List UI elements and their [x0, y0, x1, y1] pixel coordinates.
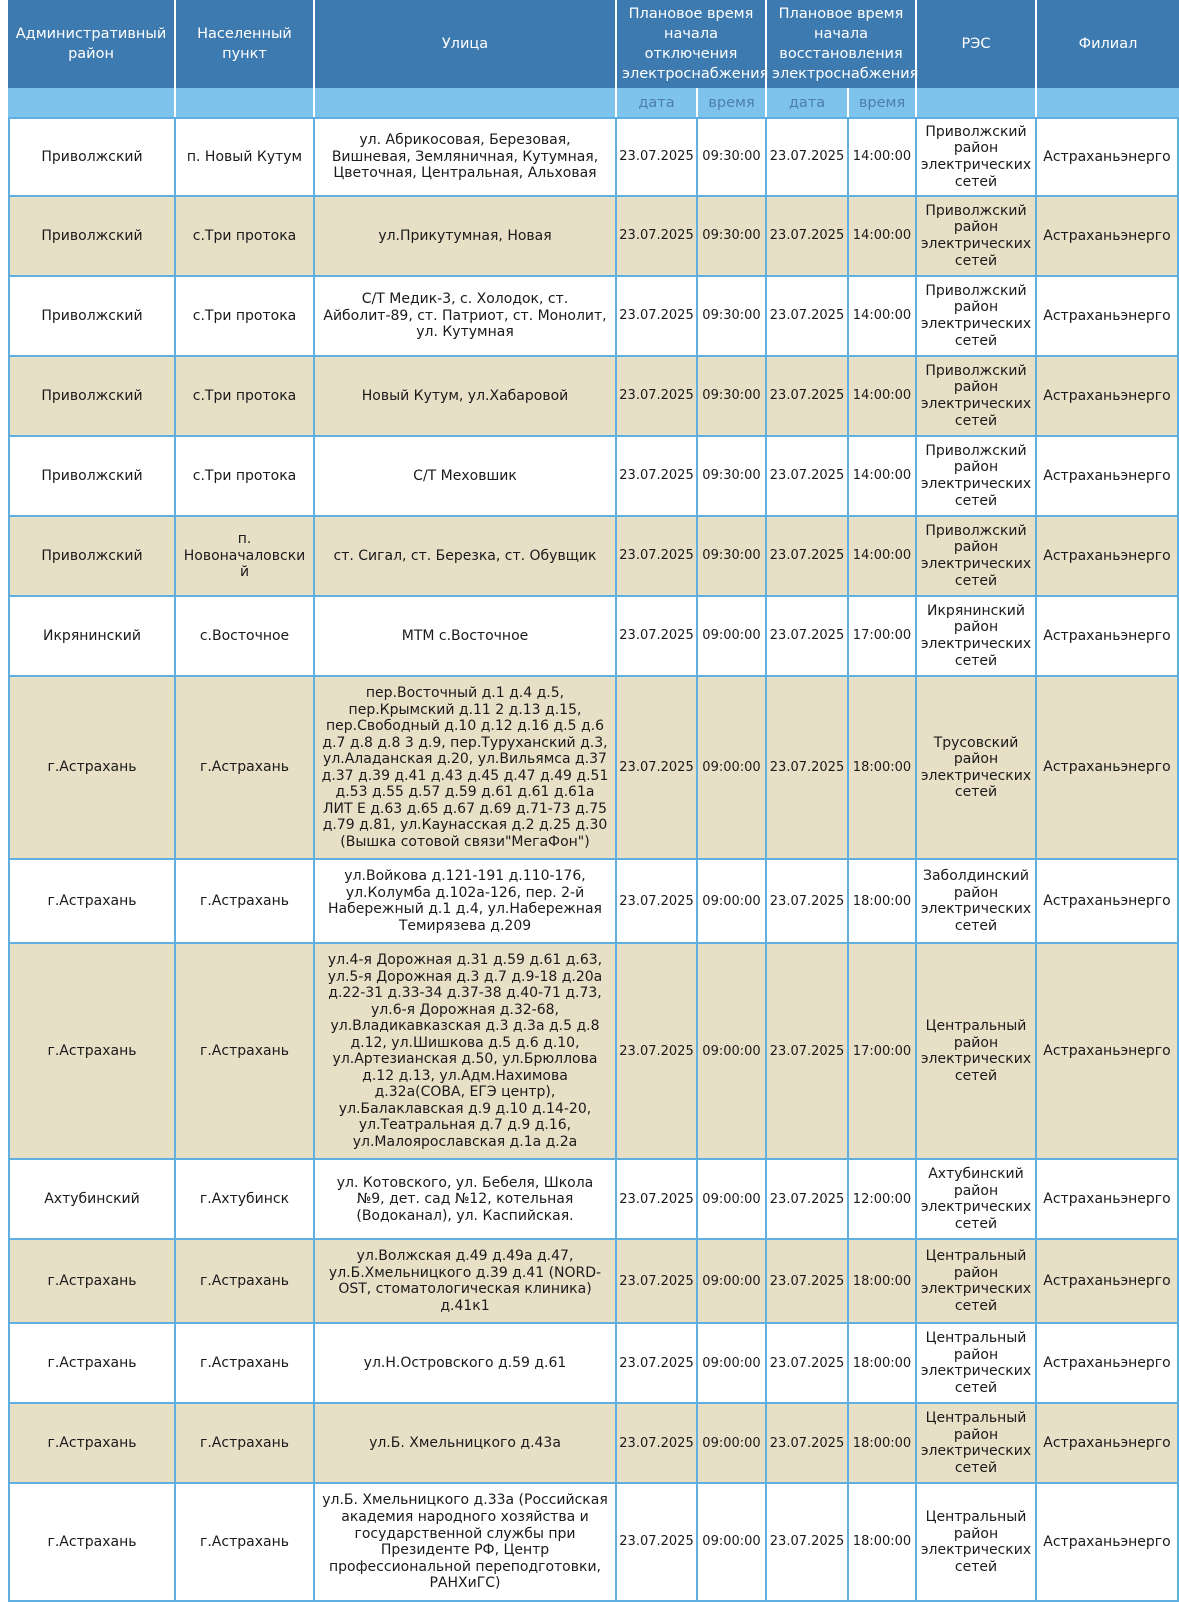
header-sub-empty	[315, 88, 617, 117]
table-row	[8, 1160, 1179, 1240]
table-row	[8, 117, 1179, 197]
cell-outage-date: 23.07.2025	[617, 1240, 698, 1324]
table-row	[8, 1404, 1179, 1484]
cell-outage-time: 09:30:00	[698, 517, 767, 597]
cell-outage-date: 23.07.2025	[617, 860, 698, 944]
cell-settlement: г.Астрахань	[176, 1404, 315, 1484]
cell-branch: Астраханьэнерго	[1037, 1404, 1179, 1484]
cell-outage-time: 09:00:00	[698, 1160, 767, 1240]
cell-district: Приволжский	[8, 517, 176, 597]
cell-restore-date: 23.07.2025	[767, 1240, 849, 1324]
cell-restore-time: 17:00:00	[849, 597, 917, 677]
cell-res: Трусовский район электрических сетей	[917, 677, 1037, 860]
cell-district: г.Астрахань	[8, 944, 176, 1160]
cell-res: Приволжский район электрических сетей	[917, 357, 1037, 437]
cell-district: г.Астрахань	[8, 1404, 176, 1484]
table-row	[8, 1484, 1179, 1601]
cell-res: Центральный район электрических сетей	[917, 1324, 1037, 1404]
table-row	[8, 1324, 1179, 1404]
cell-outage-date: 23.07.2025	[617, 1484, 698, 1601]
table-row	[8, 197, 1179, 277]
cell-district: Приволжский	[8, 117, 176, 197]
cell-district: Икрянинский	[8, 597, 176, 677]
cell-branch: Астраханьэнерго	[1037, 517, 1179, 597]
cell-outage-time: 09:00:00	[698, 1404, 767, 1484]
cell-settlement: п. Новый Кутум	[176, 117, 315, 197]
cell-outage-date: 23.07.2025	[617, 677, 698, 860]
cell-branch: Астраханьэнерго	[1037, 437, 1179, 517]
cell-restore-date: 23.07.2025	[767, 1404, 849, 1484]
cell-outage-date: 23.07.2025	[617, 1404, 698, 1484]
cell-res: Приволжский район электрических сетей	[917, 197, 1037, 277]
cell-restore-date: 23.07.2025	[767, 517, 849, 597]
cell-outage-time: 09:00:00	[698, 1484, 767, 1601]
cell-restore-time: 14:00:00	[849, 517, 917, 597]
cell-outage-time: 09:30:00	[698, 117, 767, 197]
cell-outage-time: 09:00:00	[698, 677, 767, 860]
cell-restore-time: 14:00:00	[849, 277, 917, 357]
header-sub-restore-time: время	[849, 88, 917, 117]
cell-outage-time: 09:00:00	[698, 1324, 767, 1404]
cell-branch: Астраханьэнерго	[1037, 677, 1179, 860]
cell-settlement: г.Ахтубинск	[176, 1160, 315, 1240]
header-res: РЭС	[917, 0, 1037, 88]
table-row	[8, 437, 1179, 517]
cell-restore-time: 14:00:00	[849, 117, 917, 197]
cell-res: Центральный район электрических сетей	[917, 1484, 1037, 1601]
table-row	[8, 357, 1179, 437]
cell-outage-date: 23.07.2025	[617, 1160, 698, 1240]
table-row	[8, 517, 1179, 597]
cell-outage-date: 23.07.2025	[617, 117, 698, 197]
cell-restore-date: 23.07.2025	[767, 860, 849, 944]
cell-branch: Астраханьэнерго	[1037, 117, 1179, 197]
cell-branch: Астраханьэнерго	[1037, 1160, 1179, 1240]
header-district: Административный район	[8, 0, 176, 88]
cell-branch: Астраханьэнерго	[1037, 860, 1179, 944]
cell-branch: Астраханьэнерго	[1037, 277, 1179, 357]
cell-restore-time: 14:00:00	[849, 197, 917, 277]
cell-outage-date: 23.07.2025	[617, 357, 698, 437]
cell-restore-time: 18:00:00	[849, 1404, 917, 1484]
outage-table	[8, 0, 1179, 1602]
cell-outage-time: 09:00:00	[698, 944, 767, 1160]
cell-res: Ахтубинский район электрических сетей	[917, 1160, 1037, 1240]
cell-restore-date: 23.07.2025	[767, 677, 849, 860]
cell-res: Икрянинский район электрических сетей	[917, 597, 1037, 677]
cell-district: г.Астрахань	[8, 677, 176, 860]
cell-district: Ахтубинский	[8, 1160, 176, 1240]
cell-outage-date: 23.07.2025	[617, 277, 698, 357]
header-settlement: Населенный пункт	[176, 0, 315, 88]
cell-res: Заболдинский район электрических сетей	[917, 860, 1037, 944]
table-row	[8, 597, 1179, 677]
cell-district: Приволжский	[8, 357, 176, 437]
cell-outage-date: 23.07.2025	[617, 597, 698, 677]
header-sub-outage-time: время	[698, 88, 767, 117]
cell-street: С/Т Меховшик	[315, 437, 617, 517]
cell-street: ул.4-я Дорожная д.31 д.59 д.61 д.63, ул.5-я Дорожная д.3 д.7 д.9-18 д.20а д.22-31 д.33-34 д.37-38 д.40-71 д.73, ул.6-я Дорожная д.32-68, ул.Владикавказская д.3 д.3а д.5 д.8 д.12, ул.Шишкова д.5 д.6 д.10, ул.Артезианская д.50, ул.Брюллова д.12 д.13, ул.Адм.Нахимова д.32а(СОВА, ЕГЭ центр), ул.Балаклавская д.9 д.10 д.14-20, ул.Театральная д.7 д.9 д.16, ул.Малоярославская д.1а д.2а	[315, 944, 617, 1160]
table-row	[8, 277, 1179, 357]
cell-settlement: г.Астрахань	[176, 1484, 315, 1601]
cell-restore-date: 23.07.2025	[767, 117, 849, 197]
cell-street: ул. Абрикосовая, Березовая, Вишневая, Земляничная, Кутумная, Цветочная, Центральная, Альховая	[315, 117, 617, 197]
cell-district: Приволжский	[8, 277, 176, 357]
cell-outage-date: 23.07.2025	[617, 1324, 698, 1404]
table-row	[8, 944, 1179, 1160]
header-sub-empty	[176, 88, 315, 117]
cell-restore-date: 23.07.2025	[767, 1484, 849, 1601]
cell-district: г.Астрахань	[8, 1484, 176, 1601]
cell-outage-date: 23.07.2025	[617, 517, 698, 597]
cell-settlement: с.Три протока	[176, 357, 315, 437]
cell-restore-time: 14:00:00	[849, 437, 917, 517]
header-row-sub	[8, 88, 1179, 117]
cell-restore-date: 23.07.2025	[767, 357, 849, 437]
cell-outage-date: 23.07.2025	[617, 197, 698, 277]
cell-restore-time: 18:00:00	[849, 1484, 917, 1601]
cell-settlement: г.Астрахань	[176, 944, 315, 1160]
cell-restore-time: 17:00:00	[849, 944, 917, 1160]
cell-settlement: п. Новоначаловский	[176, 517, 315, 597]
cell-settlement: с.Три протока	[176, 437, 315, 517]
cell-settlement: с.Три протока	[176, 277, 315, 357]
cell-district: г.Астрахань	[8, 860, 176, 944]
cell-outage-time: 09:00:00	[698, 860, 767, 944]
cell-restore-date: 23.07.2025	[767, 437, 849, 517]
cell-street: МТМ с.Восточное	[315, 597, 617, 677]
cell-restore-time: 14:00:00	[849, 357, 917, 437]
cell-settlement: с.Три протока	[176, 197, 315, 277]
cell-settlement: г.Астрахань	[176, 1324, 315, 1404]
cell-street: С/Т Медик-3, с. Холодок, ст. Айболит-89, ст. Патриот, ст. Монолит, ул. Кутумная	[315, 277, 617, 357]
cell-branch: Астраханьэнерго	[1037, 197, 1179, 277]
cell-restore-date: 23.07.2025	[767, 944, 849, 1160]
cell-res: Приволжский район электрических сетей	[917, 437, 1037, 517]
cell-street: пер.Восточный д.1 д.4 д.5, пер.Крымский д.11 2 д.13 д.15, пер.Свободный д.10 д.12 д.16 д.5 д.6 д.7 д.8 д.8 3 д.9, пер.Туруханский д.3, ул.Аладанская д.20, ул.Вильямса д.37 д.37 д.39 д.41 д.43 д.45 д.47 д.49 д.51 д.53 д.55 д.57 д.59 д.61 д.61 д.61а ЛИТ Е д.63 д.65 д.67 д.69 д.71-73 д.75 д.79 д.81, ул.Каунасская д.2 д.25 д.30 (Вышка сотовой связи"МегаФон")	[315, 677, 617, 860]
cell-branch: Астраханьэнерго	[1037, 1240, 1179, 1324]
cell-settlement: г.Астрахань	[176, 677, 315, 860]
cell-district: Приволжский	[8, 197, 176, 277]
header-restore-start: Плановое время начала восстановления электроснабжения	[767, 0, 917, 88]
cell-settlement: г.Астрахань	[176, 1240, 315, 1324]
header-branch: Филиал	[1037, 0, 1179, 88]
cell-res: Центральный район электрических сетей	[917, 944, 1037, 1160]
cell-district: г.Астрахань	[8, 1240, 176, 1324]
header-sub-empty	[917, 88, 1037, 117]
cell-res: Приволжский район электрических сетей	[917, 277, 1037, 357]
cell-restore-time: 18:00:00	[849, 860, 917, 944]
cell-street: ул.Волжская д.49 д.49а д.47, ул.Б.Хмельницкого д.39 д.41 (NORD-OST, стоматологическая клиника) д.41к1	[315, 1240, 617, 1324]
cell-outage-time: 09:00:00	[698, 1240, 767, 1324]
cell-street: Новый Кутум, ул.Хабаровой	[315, 357, 617, 437]
cell-branch: Астраханьэнерго	[1037, 1324, 1179, 1404]
header-sub-restore-date: дата	[767, 88, 849, 117]
cell-res: Приволжский район электрических сетей	[917, 117, 1037, 197]
cell-outage-time: 09:30:00	[698, 357, 767, 437]
cell-district: Приволжский	[8, 437, 176, 517]
header-sub-empty	[1037, 88, 1179, 117]
cell-street: ул.Прикутумная, Новая	[315, 197, 617, 277]
cell-restore-date: 23.07.2025	[767, 1160, 849, 1240]
cell-street: ул.Б. Хмельницкого д.33а (Российская академия народного хозяйства и государственной службы при Президенте РФ, Центр профессиональной переподготовки, РАНХиГС)	[315, 1484, 617, 1601]
cell-street: ул. Котовского, ул. Бебеля, Школа №9, дет. сад №12, котельная (Водоканал), ул. Каспийская.	[315, 1160, 617, 1240]
header-row-main	[8, 0, 1179, 88]
table-row	[8, 1240, 1179, 1324]
cell-restore-date: 23.07.2025	[767, 277, 849, 357]
cell-restore-time: 12:00:00	[849, 1160, 917, 1240]
cell-branch: Астраханьэнерго	[1037, 944, 1179, 1160]
cell-restore-date: 23.07.2025	[767, 197, 849, 277]
table-row	[8, 677, 1179, 860]
cell-restore-time: 18:00:00	[849, 677, 917, 860]
cell-settlement: г.Астрахань	[176, 860, 315, 944]
table-header	[8, 0, 1179, 117]
header-sub-empty	[8, 88, 176, 117]
table-row	[8, 860, 1179, 944]
cell-branch: Астраханьэнерго	[1037, 357, 1179, 437]
cell-restore-time: 18:00:00	[849, 1324, 917, 1404]
outage-table-body	[8, 117, 1179, 1602]
cell-branch: Астраханьэнерго	[1037, 597, 1179, 677]
cell-outage-date: 23.07.2025	[617, 437, 698, 517]
cell-restore-date: 23.07.2025	[767, 597, 849, 677]
cell-settlement: с.Восточное	[176, 597, 315, 677]
cell-outage-time: 09:30:00	[698, 437, 767, 517]
header-sub-outage-date: дата	[617, 88, 698, 117]
cell-outage-time: 09:30:00	[698, 277, 767, 357]
cell-district: г.Астрахань	[8, 1324, 176, 1404]
cell-street: ст. Сигал, ст. Березка, ст. Обувщик	[315, 517, 617, 597]
cell-outage-time: 09:00:00	[698, 597, 767, 677]
header-outage-start: Плановое время начала отключения электроснабжения	[617, 0, 767, 88]
cell-street: ул.Н.Островского д.59 д.61	[315, 1324, 617, 1404]
header-street: Улица	[315, 0, 617, 88]
cell-street: ул.Войкова д.121-191 д.110-176, ул.Колумба д.102а-126, пер. 2-й Набережный д.1 д.4, ул.Набережная Темирязева д.209	[315, 860, 617, 944]
cell-restore-time: 18:00:00	[849, 1240, 917, 1324]
cell-outage-time: 09:30:00	[698, 197, 767, 277]
cell-restore-date: 23.07.2025	[767, 1324, 849, 1404]
cell-res: Приволжский район электрических сетей	[917, 517, 1037, 597]
cell-street: ул.Б. Хмельницкого д.43а	[315, 1404, 617, 1484]
cell-res: Центральный район электрических сетей	[917, 1404, 1037, 1484]
cell-branch: Астраханьэнерго	[1037, 1484, 1179, 1601]
cell-outage-date: 23.07.2025	[617, 944, 698, 1160]
cell-res: Центральный район электрических сетей	[917, 1240, 1037, 1324]
